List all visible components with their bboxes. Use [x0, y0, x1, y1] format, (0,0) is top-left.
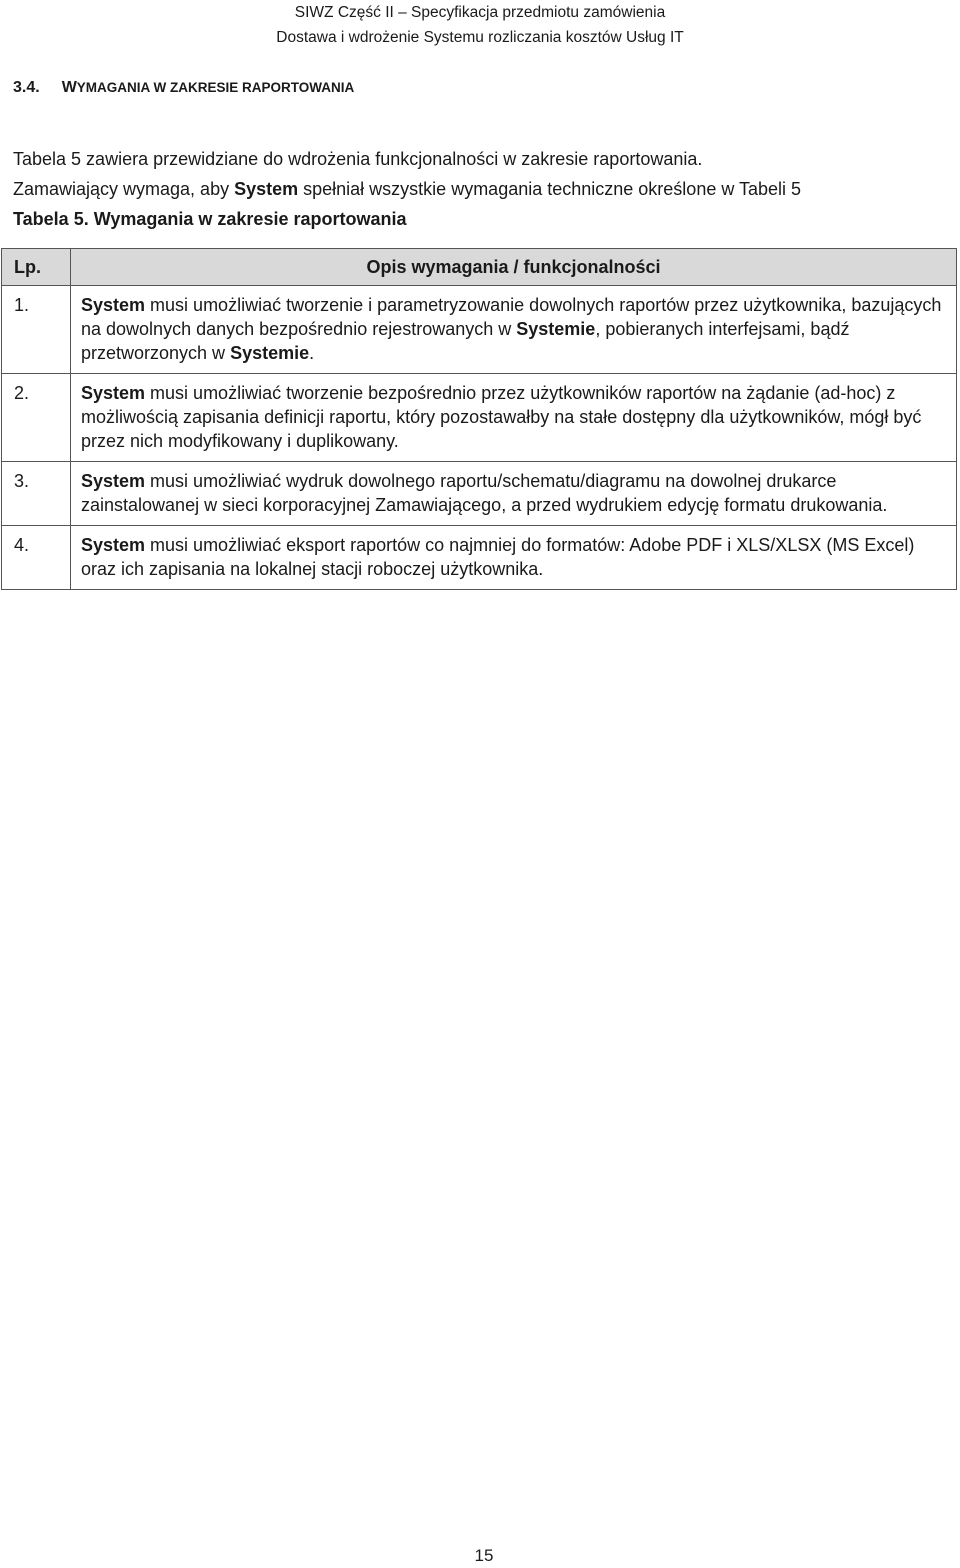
row-description — [71, 374, 957, 462]
description-text: musi umożliwiać eksport raportów co najmniej do formatów: Adobe PDF i XLS/XLSX (MS Excel) oraz ich zapisania na lokalnej stacji roboczej użytkownika. — [81, 535, 915, 579]
column-header-lp: Lp. — [2, 249, 71, 286]
description-text: musi umożliwiać wydruk dowolnego raportu/schematu/diagramu na dowolnej drukarce zainstalowanej w sieci korporacyjnej Zamawiającego, a przed wydrukiem edycję formatu drukowania. — [81, 471, 888, 515]
table-body — [2, 286, 957, 590]
column-header-description: Opis wymagania / funkcjonalności — [71, 249, 957, 286]
row-description — [71, 286, 957, 374]
table-caption-text: Wymagania w zakresie raportowania — [88, 209, 407, 229]
row-number: 3. — [2, 462, 71, 526]
header-title: SIWZ Część II – Specyfikacja przedmiotu zamówienia — [294, 4, 666, 21]
section-title-rest: YMAGANIA W ZAKRESIE RAPORTOWANIA — [76, 80, 355, 95]
description-text: musi umożliwiać tworzenie bezpośrednio przez użytkowników raportów na żądanie (ad-hoc) z możliwością zapisania definicji raportu, który pozostawałby na stałe dostępny dla użytkowników, mógł być przez nich modyfikowany i duplikowany. — [81, 383, 922, 451]
section-number: 3.4. — [13, 79, 40, 96]
description-text: musi umożliwiać tworzenie i parametryzowanie dowolnych raportów przez użytkownika, bazujących na dowolnych danych bezpośrednio rejestrowanych w — [81, 295, 942, 339]
table-row — [2, 462, 957, 526]
table-caption — [13, 209, 407, 230]
row-description — [71, 526, 957, 590]
header-subtitle: Dostawa i wdrożenie Systemu rozliczania kosztów Usług IT — [276, 29, 684, 46]
intro-line-1: Tabela 5 zawiera przewidziane do wdrożenia funkcjonalności w zakresie raportowania. — [13, 149, 703, 169]
page-number: 15 — [474, 1546, 494, 1565]
table-header-row — [2, 249, 957, 286]
section-title-initial: W — [61, 79, 77, 96]
page-header — [0, 0, 960, 50]
intro-line-2-end: spełniał wszystkie wymagania techniczne określone w Tabeli 5 — [298, 179, 802, 199]
bold-term: System — [81, 383, 146, 403]
description-text: . — [309, 343, 315, 363]
bold-term: System — [81, 295, 146, 315]
table-row — [2, 286, 957, 374]
row-description — [71, 462, 957, 526]
description-text: , pobieranych interfejsami, bądź przetworzonych w — [81, 319, 850, 363]
row-number: 2. — [2, 374, 71, 462]
intro-line-2 — [13, 174, 801, 204]
table-row — [2, 374, 957, 462]
intro-line-2-system: System — [234, 179, 299, 199]
row-number: 4. — [2, 526, 71, 590]
intro-line-2-start: Zamawiający wymaga, aby — [13, 179, 235, 199]
table-caption-prefix: Tabela 5. — [13, 209, 89, 229]
table-row — [2, 526, 957, 590]
bold-term: System — [81, 471, 146, 491]
bold-term: System — [81, 535, 146, 555]
bold-term: Systemie — [230, 343, 310, 363]
requirements-table — [1, 248, 957, 590]
intro-paragraph — [13, 144, 801, 204]
bold-term: Systemie — [516, 319, 596, 339]
section-heading — [13, 79, 354, 97]
row-number: 1. — [2, 286, 71, 374]
